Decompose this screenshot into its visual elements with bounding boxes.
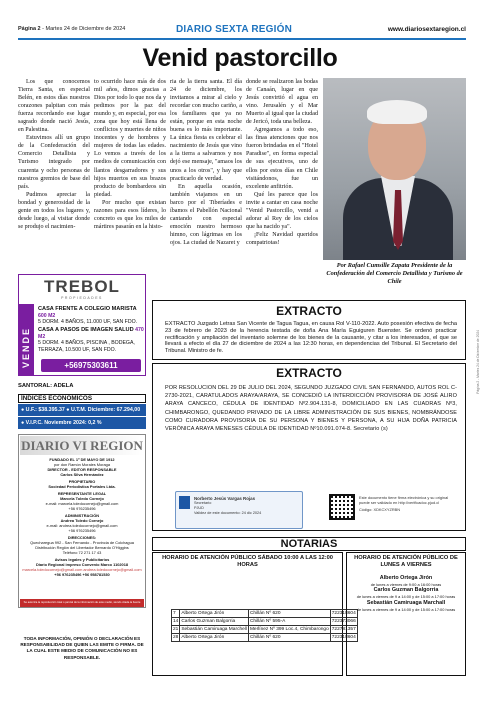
- distribution: Distribución Región del Libertador Bernardo O'Higgins: [35, 545, 129, 550]
- photo-caption: Por Rafael Cumsille Zapata Presidente de la Confederación del Comercio Detallista y Turismo de Chile: [326, 262, 463, 285]
- santoral: SANTORAL: ADELA: [18, 383, 74, 389]
- table-cell: 722318604: [331, 635, 356, 640]
- author-photo: [323, 78, 466, 260]
- table-row: [172, 626, 358, 634]
- rep-label: REPRESENTANTE LEGAL: [57, 491, 107, 496]
- founded-line: FUNDADO EL 1º DE MAYO DE 1912: [49, 457, 115, 462]
- indices-row: ● U.F.: $38.395.37 ● U.T.M. Diciembre: 67.294,00: [18, 404, 146, 416]
- listing-title: CASA A PASOS DE IMAGEN SALUD: [38, 327, 134, 333]
- legal-notice-body: POR RESOLUCION DEL 29 DE JULIO DEL 2024, SEGUNDO JUZGADO CIVIL SAN FERNANDO, AUTOS ROL C-2730-2021, CARATULADOS ARAYA/ARAYA, SE CONCEDIÓ LA INTERDICCIÓN PROVISORIA DE JOSÉ ALIRO ARAYA CANCECO, CÉDULA DE IDENTIDAD Nº2.904.131-8, DOMICILIADO EN LAS CUADRAS Nº3, CHIMBARONGO, QUEDANDO PRIVADO DE LA LIBRE ADMINISTRACIÓN DE SUS BIENES, NOMBRÁNDOSE COMO CURADORA PROVISORIA DE SU PERSONA Y BIENES Y PERSONA, A SU HIJA DOÑA PATRICIA VERÓNICA ARAYA MENESES CÉDULA DE IDENTIDAD Nº10.091.074-8. Secretario (s): [165, 385, 457, 433]
- rep-name: Marcela Toledo Cornejo: [60, 496, 104, 501]
- qr-code: Código: XDKCXYZRBN: [359, 507, 401, 512]
- paragraph: Pudimos apreciar la bondad y generosidad de la gente en todos los lugares y, desde luego, al visitar donde se produjo el nacimien-: [18, 191, 90, 230]
- admin-email[interactable]: e-mail: andrea.toledocornejo@gmail.com: [46, 523, 118, 528]
- article-title: Venid pastorcillo: [142, 44, 338, 72]
- notary-name: Sebastián Camiruaga Marchall: [366, 599, 446, 606]
- table-row: [172, 618, 358, 626]
- address-label: DIRECCIONES:: [67, 535, 97, 540]
- page-header: [18, 25, 466, 38]
- table-cell: 28: [173, 635, 179, 640]
- owner-label: PROPIETARIO: [68, 479, 96, 484]
- weekday-list: [350, 575, 462, 612]
- article-column-4: [246, 78, 318, 247]
- agreement: Diario Regional impreso Convenio Marco 1102018: [35, 562, 129, 567]
- listing-size: 600 M2: [38, 312, 56, 319]
- photo-hair: [367, 100, 427, 124]
- signature-text: [194, 496, 300, 516]
- economic-indices: [18, 394, 146, 428]
- seal-icon: [179, 496, 190, 509]
- legal-notice-2: [152, 363, 466, 531]
- page-info: Página 2 - Martes 24 de Diciembre de 2024: [18, 26, 126, 32]
- ad-listing-2: [38, 327, 144, 353]
- ad-vertical-banner: [19, 304, 34, 376]
- director-label: DIRECTOR - EDITOR RESPONSABLE: [47, 467, 117, 472]
- phone: Teléfono 72 271 17 43: [62, 550, 102, 555]
- qr-code-icon[interactable]: [329, 494, 355, 520]
- legal-notice-1: [152, 300, 466, 360]
- signer-code: PJUD: [194, 506, 204, 510]
- ad-phone[interactable]: +56975303611: [41, 359, 141, 372]
- article-column-1: [18, 78, 90, 231]
- listing-title: CASA FRENTE A COLEGIO MARISTA: [38, 306, 137, 312]
- saturday-title: HORARIO DE ATENCIÓN PÚBLICO SÁBADO 10:00 A LAS 12:00 HORAS: [162, 555, 333, 568]
- weekday-title: HORARIO DE ATENCIÓN PÚBLICO DE LUNES A VIERNES: [354, 555, 458, 568]
- qr-text: [359, 495, 459, 512]
- legal-notice-title: EXTRACTO: [276, 304, 342, 318]
- admin-label: ADMINISTRACIÓN: [64, 513, 100, 518]
- table-cell: 21: [173, 627, 179, 632]
- masthead-footer: Se autoriza la reproducción total o parcial de la información de este medio, siendo citada la fuente: [20, 599, 144, 607]
- signature-validity: Validez de este documento: 24 dic 2024: [194, 511, 262, 515]
- admin-phone: +56 976235496: [68, 528, 96, 533]
- table-cell: Chillán Nº 620: [248, 610, 330, 618]
- table-cell: 722318604: [331, 611, 356, 616]
- paragraph: to ocurrido hace más de dos mil años, dimos gracias a Dios por todo lo que nos da y pedimos por la paz del mundo y, en especial, por esa zona que hoy está llena de conflictos y muertes de niños inocentes y de hombres y mujeres de todas las edades. Lo vemos a través de los medios de comunicación con llantos desgarradores y sus hijos muertos en sus brazos producto de bombardeos sin piedad.: [94, 79, 166, 198]
- ads-phones: +56 976235496 +56 958781530: [54, 572, 110, 577]
- qr-description: Este documento tiene firma electrónica y su original puede ser validado en http://verificadoc.pjud.cl: [359, 495, 449, 505]
- table-cell: 14: [173, 619, 179, 624]
- notary-hours: de lunes a viernes de 9:00 a 16:00 horas: [370, 582, 442, 587]
- listing-details: 5 DORM. 4 BAÑOS, 11.000 UF, SAN FDO.: [38, 319, 138, 326]
- notary-name: Carlos Guzman Balgorria: [373, 587, 439, 594]
- paragraph: Estuvimos allí un grupo de la Confederación del Comercio Detallista y Turismo integrado por cuarenta y ocho personas de nuestros gremios de base del país.: [18, 135, 90, 190]
- side-label: Página 2 - Martes 24 de Diciembre de 2024: [476, 330, 480, 394]
- table-cell: 7: [172, 610, 180, 618]
- page-number: Página 2: [18, 26, 41, 32]
- paragraph: Por mucho que existan razones para esos líderes, lo concreto es que los miles de mártires pasarán en la histo-: [94, 199, 166, 230]
- paragraph: Los que conocemos Tierra Santa, en especial Belén, en estos días nuestros corazones palpitan con más fuerza recordando ese lugar sagrado donde nació Jesús, en Palestina.: [18, 79, 90, 134]
- ad-logo: TREBOL: [44, 277, 120, 296]
- weekday-schedule: [346, 552, 466, 676]
- signer-role: Secretario: [194, 501, 212, 505]
- masthead: [18, 434, 146, 608]
- legal-notice-body: EXTRACTO Juzgado Letras San Vicente de Tagua Tagua, en causa Rol V-110-2022. Auto posesión efectiva de fecha 23 de febrero de 2023 de la herencia testada de doña Ana María Eguiguren Buenster. Se ordenó practicar rectificación y ampliación del inventario solemne de los bienes de la causante, y citar a los interesados, el que se llevará a efecto el día 27 de diciembre de 2024 a las 12:30 horas, en dependencias del Tribunal. El Secretario del Tribunal. Ministro de fe.: [165, 321, 457, 355]
- notary-hours: de lunes a viernes de 9 a 14:00 y de 15:00 a 17:00 horas: [356, 606, 456, 612]
- saturday-table: [171, 609, 358, 642]
- rep-phone: +56 976235496: [68, 506, 96, 511]
- real-estate-ad[interactable]: [18, 274, 146, 376]
- signer-name: Norberto Jesús Vargas Rojas: [194, 496, 256, 501]
- newspaper-name: DIARIO SEXTA REGIÓN: [176, 24, 293, 35]
- responsibility-notice: TODA INFORMACIÓN, OPINIÓN O DECLARACIÓN ES RESPONSABILIDAD DE QUIEN LAS EMITE O FIRMA. DE LA CUAL ESTE MEDIO DE COMUNICACIÓN NO ES RESPONSABLE.: [20, 636, 144, 660]
- listing-details: 5 DORM. 4 BAÑOS, PISCINA , BODEGA, TERRAZA, 10.500 UF, SAN FDO.: [38, 340, 135, 353]
- table-cell: Merlínez Nº 399 Loc.4, Chimbarongo: [249, 627, 329, 632]
- table-cell: Alberto Ortega Jirón: [180, 610, 249, 618]
- table-cell: Sebastián Camiruaga Marchell: [181, 627, 247, 632]
- notary-hours: de lunes a viernes de 9 a 14:00 y de 15:00 a 17:00 horas: [356, 594, 456, 600]
- page-date: Martes 24 de Diciembre de 2024: [45, 26, 126, 32]
- paragraph: ria de la tierra santa. El día 24 de diciembre, los invitamos a mirar al cielo y recordar con mucho cariño, a los familiares que ya no están, porque en esta noche buena es lo más importante. La única fiesta es celebrar el nacimiento de Jesús que vino a la tierra a salvarnos y nos dejó ese mensaje, "amaos los unos a los otros", y hay que practicarlo de verdad.: [170, 79, 242, 182]
- masthead-logo: DIARIO VI REGION: [21, 438, 143, 453]
- newspaper-url[interactable]: www.diariosextaregion.cl: [387, 26, 466, 33]
- paragraph: En aquella ocasión, también viajamos en un barco por el Tiberíades e íbamos el Pabellón Nacional cantando con especial emoción nuestro hermoso himno, con lágrimas en los ojos. La ciudad de Nazaret y: [170, 183, 242, 246]
- rep-email[interactable]: e-mail: marcela.toledocornejo@gmail.com: [45, 501, 119, 506]
- table-cell: 722373066: [331, 619, 356, 624]
- e-signature-card: [175, 491, 303, 529]
- director-name: Carlos Silva Hernández: [60, 472, 104, 477]
- indices-title: ÍNDICES ECONÓMICOS: [18, 394, 146, 403]
- table-row: [172, 610, 358, 618]
- header-rule: [18, 38, 466, 40]
- listing-size: 470 M2: [38, 327, 144, 340]
- admin-name: Andrea Toledo Cornejo: [60, 518, 104, 523]
- masthead-body: [21, 457, 143, 577]
- table-cell: Carlos Guzman Balgorria: [180, 618, 249, 626]
- table-cell: 722781357: [331, 627, 356, 632]
- indices-row: ● V.I.P.C. Noviembre 2024: 0,2 %: [18, 417, 146, 429]
- ad-vertical-text: VENDE: [21, 326, 31, 368]
- ads-label: Avisos legales y Publicitarios: [54, 557, 110, 562]
- table-row: [172, 634, 358, 642]
- notarias-title: NOTARIAS: [152, 537, 466, 551]
- paragraph: donde se realizaron las bodas de Canaán, lugar en que Jesús convirtió el agua en vino. Jerusalén y el Mar Muerto al igual que la ciudad de Jericó, toda una belleza.: [246, 79, 318, 126]
- paragraph: Agregamos a todo eso, las finas atenciones que nos fueron brindadas en el "Hotel Paradise", en forma especial de sus ejecutivos, uno de ellos por estos días en Chile visitándonos, fue un excelente anfitrión.: [246, 127, 318, 190]
- saturday-schedule: [152, 552, 356, 676]
- ads-emails[interactable]: marcela.toledocornejo@gmail.com andrea.toledocornejo@gmail.com: [22, 567, 142, 572]
- table-cell: Chillán Nº 595-A: [248, 618, 330, 626]
- owner-name: Sociedad Periodística Portales Ltda.: [48, 484, 116, 489]
- founder-line: por don Ramón Morales Moraga: [53, 462, 110, 467]
- table-cell: Alberto Ortega Jirón: [180, 634, 249, 642]
- table-cell: Chillán Nº 620: [248, 634, 330, 642]
- article-column-3: [170, 78, 242, 247]
- ad-logo-subtitle: PROPIEDADES: [61, 296, 103, 300]
- notary-name: Alberto Ortega Jirón: [379, 575, 433, 581]
- address: Quecharegua 992 - San Fernando - Provincia de Colchagua: [30, 540, 134, 545]
- article-column-2: [94, 78, 166, 231]
- paragraph: Qué les parece que los invite a cantar en casa noche "Venid Pastorcillo, venid a adorar al Rey de los cielos que ha nacido ya".: [246, 191, 318, 230]
- paragraph: ¡Feliz Navidad queridos compatriotas!: [246, 231, 318, 246]
- ad-listing-1: [38, 306, 144, 326]
- legal-notice-title: EXTRACTO: [276, 366, 342, 380]
